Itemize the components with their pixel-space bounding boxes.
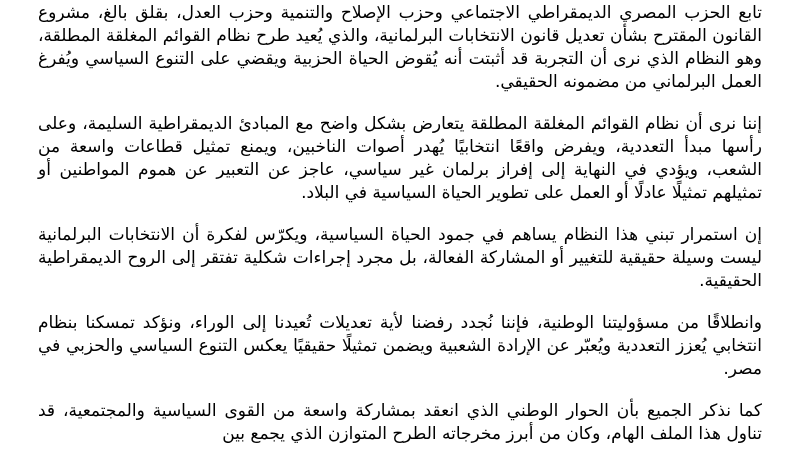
paragraph-3: إن استمرار تبني هذا النظام يساهم في جمود الحياة السياسية، ويكرّس لفكرة أن الانتخابات البرلمانية ليست وسيلة حقيقية للتغيير أو المشاركة الفعالة، بل مجرد إجراءات شكلية تفتقر إلى الروح الديمقراطية الحقيقية.: [38, 225, 762, 291]
paragraph-5: كما نذكر الجميع بأن الحوار الوطني الذي انعقد بمشاركة واسعة من القوى السياسية والمجتمعية، قد تناول هذا الملف الهام، وكان من أبرز مخرجاته الطرح المتوازن الذي يجمع بين: [38, 401, 762, 444]
paragraph-1: تابع الحزب المصري الديمقراطي الاجتماعي وحزب الإصلاح والتنمية وحزب العدل، بقلق بالغ، مشروع القانون المقترح بشأن تعديل قانون الانتخابات البرلمانية، والذي يُعيد طرح نظام القوائم المغلقة المطلقة، وهو النظام الذي نرى أن التجربة قد أثبتت أنه يُقوض الحياة الحزبية ويقضي على التنوع السياسي ويُفرغ العمل البرلماني من مضمونه الحقيقي.: [38, 3, 762, 92]
statement-body: [38, 2, 762, 450]
paragraph-2: إننا نرى أن نظام القوائم المغلقة المطلقة يتعارض بشكل واضح مع المبادئ الديمقراطية السليمة، وعلى رأسها مبدأ التعددية، ويفرض واقعًا انتخابيًا يُهدر أصوات الناخبين، ويمنع تمثيل قطاعات واسعة من الشعب، ويؤدي في النهاية إلى إفراز برلمان غير سياسي، عاجز عن التعبير عن هموم المواطنين أو تمثيلهم تمثيلًا عادلًا أو العمل على تطوير الحياة السياسية في البلاد.: [38, 114, 762, 203]
paragraph-4: وانطلاقًا من مسؤوليتنا الوطنية، فإننا نُجدد رفضنا لأية تعديلات تُعيدنا إلى الوراء، ونؤكد تمسكنا بنظام انتخابي يُعزز التعددية ويُعبّر عن الإرادة الشعبية ويضمن تمثيلًا حقيقيًا يعكس التنوع السياسي والحزبي في مصر.: [38, 313, 762, 379]
